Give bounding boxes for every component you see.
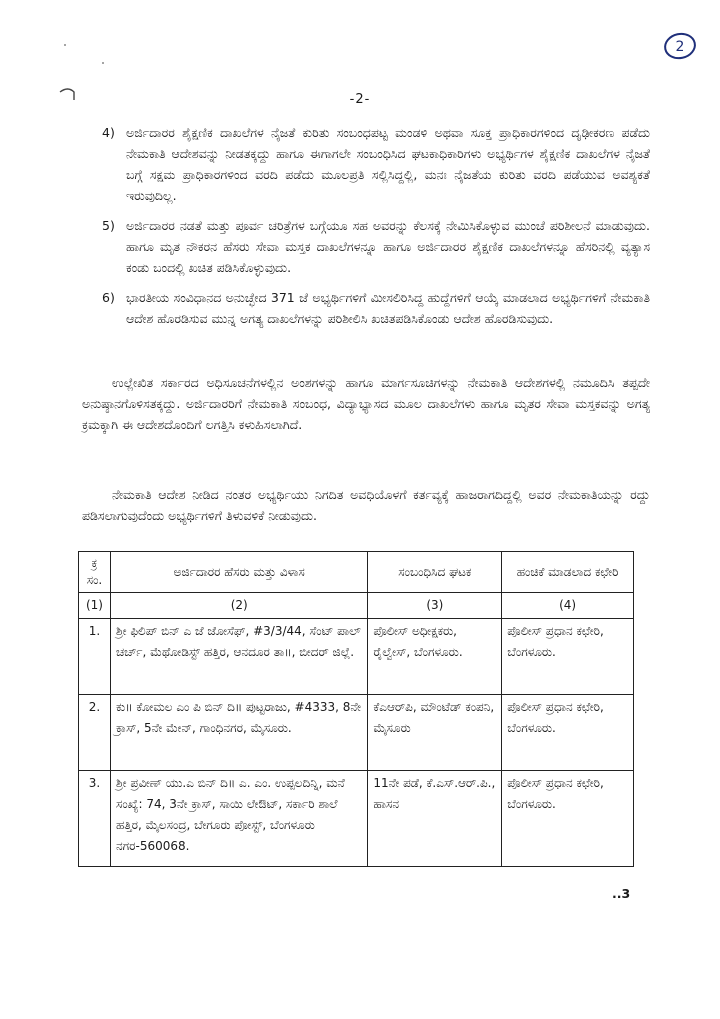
header-office: ಹಂಚಿಕೆ ಮಾಡಲಾದ ಕಛೇರಿ: [502, 552, 634, 593]
header-unit: ಸಂಬಂಧಿಸಿದ ಘಟಕ: [368, 552, 502, 593]
table-header-row: [79, 552, 634, 593]
item-text: ಭಾರತೀಯ ಸಂವಿಧಾನದ ಅನುಚ್ಛೇದ 371 ಜೆ ಅಭ್ಯರ್ಥಿಗಳಿಗೆ ಮೀಸಲಿರಿಸಿದ್ದ ಹುದ್ದೆಗಳಿಗೆ ಆಯ್ಕೆ ಮಾಡಲಾದ ಅಭ್ಯರ್ಥಿಗಳಿಗೆ ನೇಮಕಾತಿ ಆದೇಶ ಹೊರಡಿಸುವ ಮುನ್ನ ಅಗತ್ಯ ದಾಖಲೆಗಳನ್ನು ಪರಿಶೀಲಿಸಿ ಖಚಿತಪಡಿಸಿಕೊಂಡು ಆದೇಶ ಹೊರಡಿಸುವುದು.: [126, 290, 650, 326]
column-number: (2): [110, 593, 367, 619]
item-number: 4): [102, 125, 115, 140]
column-number: (3): [368, 593, 502, 619]
item-text: ಅರ್ಜಿದಾರರ ಶೈಕ್ಷಣಿಕ ದಾಖಲೆಗಳ ನೈಜತೆ ಕುರಿತು ಸಂಬಂಧಪಟ್ಟ ಮಂಡಳಿ ಅಥವಾ ಸೂಕ್ತ ಪ್ರಾಧಿಕಾರಗಳಿಂದ ದೃಢೀಕರಣ ಪಡೆದು ನೇಮಕಾತಿ ಆದೇಶವನ್ನು ನೀಡತಕ್ಕದ್ದು ಹಾಗೂ ಈಗಾಗಲೇ ಸಂಬಂಧಿಸಿದ ಘಟಕಾಧಿಕಾರಿಗಳು ಅಭ್ಯರ್ಥಿಗಳ ಶೈಕ್ಷಣಿಕ ದಾಖಲೆಗಳ ನೈಜತೆ ಬಗ್ಗೆ ಸಕ್ಷಮ ಪ್ರಾಧಿಕಾರಗಳಿಂದ ವರದಿ ಪಡೆದು ಮೂಲಪ್ರತಿ ಸಲ್ಲಿಸಿದ್ದಲ್ಲಿ, ಮನಃ ನೈಜತೆಯ ಕುರಿತು ವರದಿ ಪಡೆಯುವ ಅವಶ್ಯಕತೆ ಇರುವುದಿಲ್ಲ.: [126, 125, 650, 203]
circled-page-mark-icon: [662, 30, 698, 62]
scan-speck: [102, 62, 104, 64]
joining-notice-paragraph: ನೇಮಕಾತಿ ಆದೇಶ ನೀಡಿದ ನಂತರ ಅಭ್ಯರ್ಥಿಯು ನಿಗದಿತ ಅವಧಿಯೊಳಗೆ ಕರ್ತವ್ಯಕ್ಕೆ ಹಾಜರಾಗದಿದ್ದಲ್ಲಿ ಅವರ ನೇಮಕಾತಿಯನ್ನು ರದ್ದು ಪಡಿಸಲಾಗುವುದೆಂದು ಅಭ್ಯರ್ಥಿಗಳಿಗೆ ತಿಳುವಳಿಕೆ ನೀಡುವುದು.: [82, 487, 650, 523]
column-number: (4): [502, 593, 634, 619]
table-row: [79, 619, 634, 695]
cell-sl-no: 3.: [79, 771, 111, 867]
cell-unit: ಕೆಎಆರ್‌ಪಿ, ಮೌಂಟೆಡ್ ಕಂಪನಿ, ಮೈಸೂರು: [368, 695, 502, 771]
item-text: ಅರ್ಜಿದಾರರ ನಡತೆ ಮತ್ತು ಪೂರ್ವ ಚರಿತ್ರೆಗಳ ಬಗ್ಗೆಯೂ ಸಹ ಅವರನ್ನು ಕೆಲಸಕ್ಕೆ ನೇಮಿಸಿಕೊಳ್ಳುವ ಮುಂಚೆ ಪರಿಶೀಲನೆ ಮಾಡುವುದು. ಹಾಗೂ ಮೃತ ನೌಕರನ ಹೆಸರು ಸೇವಾ ಮಸ್ತಕ ದಾಖಲೆಗಳನ್ನೂ ಹಾಗೂ ಅರ್ಜಿದಾರರ ಶೈಕ್ಷಣಿಕ ದಾಖಲೆಗಳನ್ನೂ ಹೆಸರಿನಲ್ಲಿ ವ್ಯತ್ಯಾಸ ಕಂಡು ಬಂದಲ್ಲಿ ಖಚಿತ ಪಡಿಸಿಕೊಳ್ಳುವುದು.: [126, 218, 650, 275]
list-item: [102, 122, 650, 206]
column-number-row: [79, 593, 634, 619]
cell-office: ಪೊಲೀಸ್ ಪ್ರಧಾನ ಕಛೇರಿ, ಬೆಂಗಳೂರು.: [502, 619, 634, 695]
list-item: [102, 215, 650, 278]
cell-unit: ಪೊಲೀಸ್ ಅಧೀಕ್ಷಕರು, ರೈಲ್ವೇಸ್, ಬೆಂಗಳೂರು.: [368, 619, 502, 695]
condition-list: [102, 122, 650, 338]
table-row: [79, 771, 634, 867]
cell-applicant: ಶ್ರೀ ಪ್ರವೀಣ್ ಯು.ಎ ಬಿನ್ ದಿ॥ ಎ. ಎಂ. ಉಪ್ಪಲದಿನ್ನಿ, ಮನೆ ಸಂಖ್ಯೆ: 74, 3ನೇ ಕ್ರಾಸ್, ಸಾಯಿ ಲೇಔಟ್, ಸರ್ಕಾರಿ ಶಾಲೆ ಹತ್ತಿರ, ಮೈಲಸಂದ್ರ, ಬೇಗೂರು ಪೋಸ್ಟ್, ಬೆಂಗಳೂರು ನಗರ-560068.: [110, 771, 367, 867]
instructions-paragraph: ಉಲ್ಲೇಖಿತ ಸರ್ಕಾರದ ಅಧಿಸೂಚನೆಗಳಲ್ಲಿನ ಅಂಶಗಳನ್ನು ಹಾಗೂ ಮಾರ್ಗಸೂಚಿಗಳನ್ನು ನೇಮಕಾತಿ ಆದೇಶಗಳಲ್ಲಿ ನಮೂದಿಸಿ ತಪ್ಪದೇ ಅನುಷ್ಠಾನಗೊಳಿಸತಕ್ಕದ್ದು. ಅರ್ಜಿದಾರರಿಗೆ ನೇಮಕಾತಿ ಸಂಬಂಧ, ವಿದ್ಯಾಭ್ಯಾಸದ ಮೂಲ ದಾಖಲೆಗಳು ಹಾಗೂ ಮೃತರ ಸೇವಾ ಮಸ್ತಕವನ್ನು ಅಗತ್ಯ ಕ್ರಮಕ್ಕಾಗಿ ಈ ಆದೇಶದೊಂದಿಗೆ ಲಗತ್ತಿಸಿ ಕಳುಹಿಸಲಾಗಿದೆ.: [82, 375, 650, 432]
item-number: 5): [102, 218, 115, 233]
cell-sl-no: 2.: [79, 695, 111, 771]
scan-speck: [64, 44, 66, 46]
cell-applicant: ಕು॥ ಕೋಮಲ ಎಂ ಪಿ ಬಿನ್ ದಿ॥ ಪುಟ್ಟರಾಜು, #4333, 8ನೇ ಕ್ರಾಸ್, 5ನೇ ಮೇನ್, ಗಾಂಧಿನಗರ, ಮೈಸೂರು.: [110, 695, 367, 771]
header-applicant: ಅರ್ಜಿದಾರರ ಹೆಸರು ಮತ್ತು ವಿಳಾಸ: [110, 552, 367, 593]
cell-unit: 11ನೇ ಪಡೆ, ಕೆ.ಎಸ್.ಆರ್.ಪಿ., ಹಾಸನ: [368, 771, 502, 867]
item-number: 6): [102, 290, 115, 305]
corner-mark-text: 2: [675, 39, 685, 55]
cell-office: ಪೊಲೀಸ್ ಪ್ರಧಾನ ಕಛೇರಿ, ಬೆಂಗಳೂರು.: [502, 695, 634, 771]
appointment-table: [78, 551, 634, 867]
table-row: [79, 695, 634, 771]
next-page-marker: ..3: [612, 886, 631, 901]
column-number: (1): [79, 593, 111, 619]
cell-sl-no: 1.: [79, 619, 111, 695]
header-sl-no: ಕ್ರ ಸಂ.: [79, 552, 111, 593]
cell-office: ಪೊಲೀಸ್ ಪ್ರಧಾನ ಕಛೇರಿ, ಬೆಂಗಳೂರು.: [502, 771, 634, 867]
cell-applicant: ಶ್ರೀ ಫಿಲಿಪ್ ಬಿನ್ ಎ ಜೆ ಜೋಸೆಫ್, #3/3/44, ಸೆಂಟ್ ಪಾಲ್ ಚರ್ಚ್, ಮೆಥೋಡಿಸ್ಟ್ ಹತ್ತಿರ, ಆನದೂರ ತಾ॥, ಬೀದರ್ ಜಿಲ್ಲೆ.: [110, 619, 367, 695]
list-item: [102, 287, 650, 329]
page-number: -2-: [349, 92, 371, 107]
